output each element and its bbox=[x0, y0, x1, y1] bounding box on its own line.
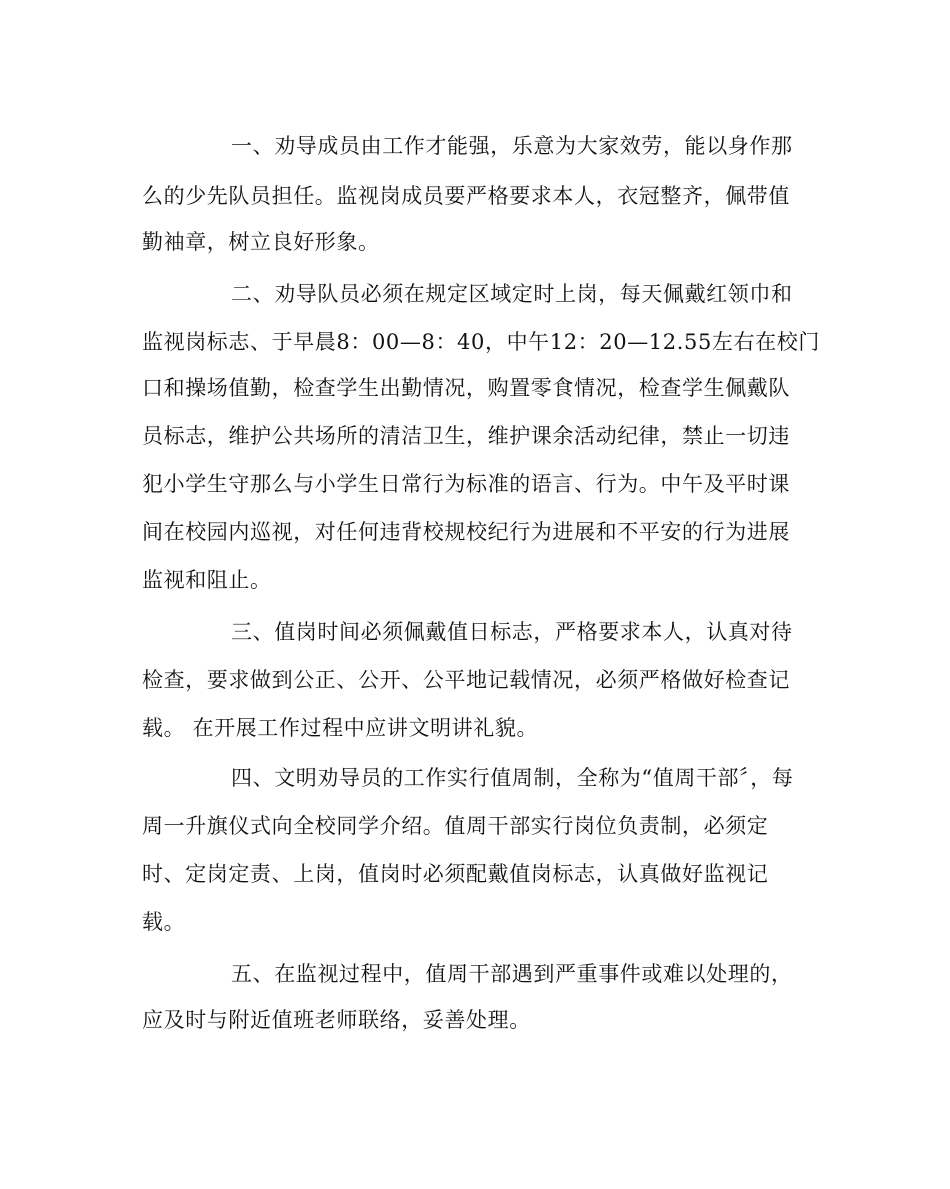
paragraph-line: 四、文明劝导员的工作实行值周制，全称为“值周干部〞，每 bbox=[231, 766, 794, 790]
paragraph-line: 五、在监视过程中，值周干部遇到严重事件或难以处理的， bbox=[231, 962, 793, 986]
paragraph-line: 勤袖章，树立良好形象。 bbox=[142, 230, 380, 254]
paragraph-line: 监视和阻止。 bbox=[142, 568, 272, 592]
paragraph-line: 一、劝导成员由工作才能强，乐意为大家效劳，能以身作那 bbox=[231, 134, 793, 158]
paragraph-line: 三、值岗时间必须佩戴值日标志，严格要求本人，认真对待 bbox=[231, 620, 793, 644]
paragraph-line: 检查，要求做到公正、公开、公平地记载情况，必须严格做好检查记 bbox=[142, 668, 790, 692]
paragraph-line: 监视岗标志、于早晨8：00—8：40，中午12：20—12.55左右在校门 bbox=[142, 330, 820, 354]
paragraph-line: 员标志，维护公共场所的清洁卫生，维护课余活动纪律，禁止一切违 bbox=[142, 424, 790, 448]
paragraph-line: 么的少先队员担任。监视岗成员要严格要求本人，衣冠整齐，佩带值 bbox=[142, 184, 790, 208]
paragraph-line: 犯小学生守那么与小学生日常行为标准的语言、行为。中午及平时课 bbox=[142, 472, 790, 496]
paragraph-line: 时、定岗定责、上岗，值岗时必须配戴值岗标志，认真做好监视记 bbox=[142, 862, 769, 886]
paragraph-line: 载。 bbox=[142, 910, 186, 934]
paragraph-line: 口和操场值勤，检查学生出勤情况，购置零食情况，检查学生佩戴队 bbox=[142, 376, 790, 400]
paragraph-line: 周一升旗仪式向全校同学介绍。值周干部实行岗位负责制，必须定 bbox=[142, 814, 769, 838]
paragraph-line: 间在校园内巡视，对任何违背校规校纪行为进展和不平安的行为进展 bbox=[142, 520, 790, 544]
paragraph-line: 应及时与附近值班老师联络，妥善处理。 bbox=[142, 1008, 531, 1032]
paragraph-line: 二、劝导队员必须在规定区域定时上岗，每天佩戴红领巾和 bbox=[231, 282, 793, 306]
paragraph-line: 载。 在开展工作过程中应讲文明讲礼貌。 bbox=[142, 716, 539, 740]
